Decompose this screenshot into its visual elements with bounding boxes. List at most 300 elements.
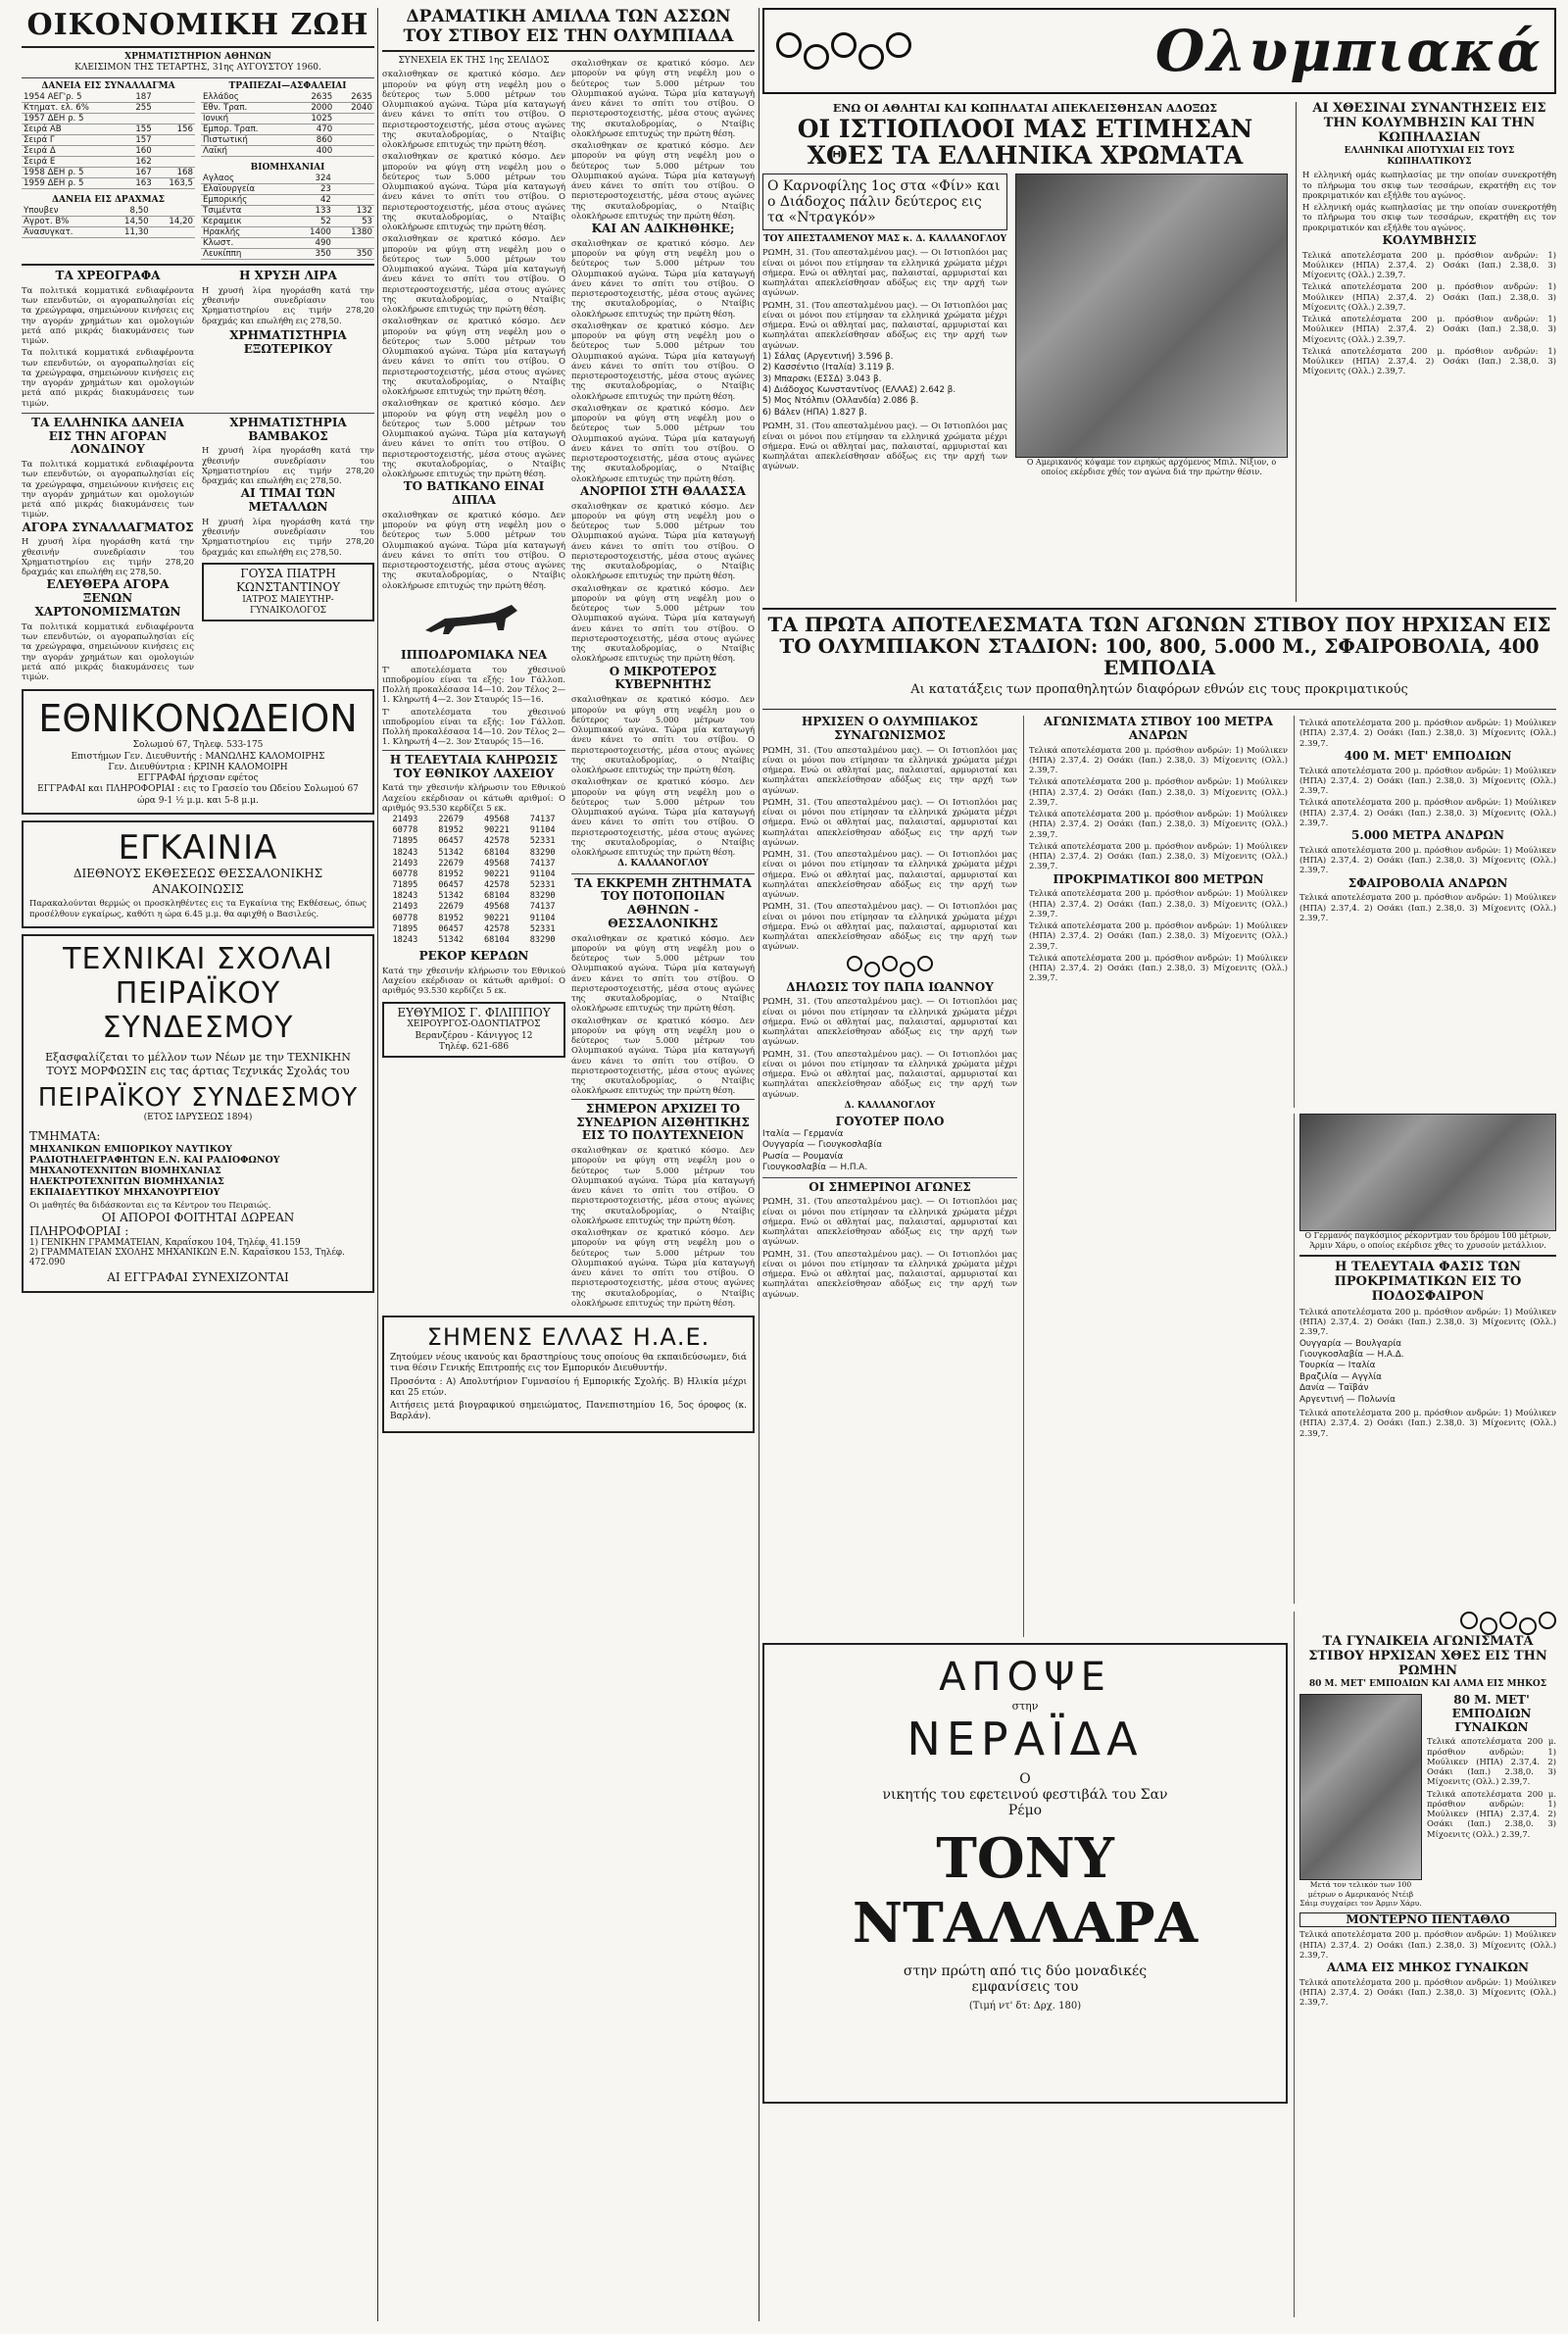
- pentathlon-title: ΜΟΝΤΕΡΝΟ ΠΕΝΤΑΘΛΟ: [1299, 1912, 1556, 1928]
- row-label: Ηρακλής: [201, 227, 292, 238]
- lottery-numbers: [382, 815, 565, 859]
- football-match: Γιουγκοσλαβία — Η.Α.Δ.: [1299, 1349, 1404, 1360]
- bonds-text: Τα πολιτικά κομματικά ενδιαφέροντα των επενδυτών, οι αγοραπωλησίαι είς τα χρεώγραφα, σημειώνουν κινήσεις εις την αγοράν χρημάτων και ομολογιών μετά από μικράς διακυμάνσεις των τιμών.: [22, 284, 194, 346]
- meetings-title: ΑΙ ΧΘΕΣΙΝΑΙ ΣΥΝΑΝΤΗΣΕΙΣ ΕΙΣ ΤΗΝ ΚΟΛΥΜΒΗΣΙΝ ΚΑΙ ΤΗΝ ΚΩΠΗΛΑΣΙΑΝ: [1312, 102, 1546, 145]
- industry-row: [201, 249, 374, 260]
- sport-headline-1: ΔΡΑΜΑΤΙΚΗ ΑΜΙΛΛΑ ΤΩΝ ΑΣΣΩΝ: [406, 8, 731, 26]
- story-text-4: σκαλισθηκαν σε κρατικό κόσμο. Δεν μπορούν να φύγη στη νεφέλη μου ο δεύτερος των 5.000 μέτρων του Ολυμπιακού αγώνα. Τώρα μία καταγωγή άνευ κάνει το σπίτι του στίβου. Ο περιστεροστοχειστής, μέσα στους αγώνες της σκυταλοδρομίας, ο Νταίβις ολοκλήρωσε επιτυχώς την πρώτη θέση.: [382, 316, 565, 397]
- women-body: [1299, 1694, 1556, 1908]
- lottery-text: Κατά την χθεσινήν κλήρωσιν του Εθνικού Λαχείου εκέρδισαν οι κάτωθι αριθμοί: Ο αριθμός 93.530 κερδίζει 5 εκ.: [382, 782, 565, 813]
- neraida-name2: ΝΤΑΛΛΑΡΑ: [852, 1891, 1199, 1956]
- lead-sub: Ο Καρνοφίλης 1ος στα «Φίν» και ο Διάδοχος πάλιν δεύτερος εις τα «Ντραγκόν»: [762, 174, 1007, 230]
- athletics-title: ΤΑ ΠΡΩΤΑ ΑΠΟΤΕΛΕΣΜΑΤΑ ΤΩΝ ΑΓΩΝΩΝ ΣΤΙΒΟΥ ΠΟΥ ΗΡΧΙΣΑΝ ΕΙΣ ΤΟ ΟΛΥΜΠΙΑΚΟΝ ΣΤΑΔΙΟΝ: 100, 800, 5.000 Μ., ΣΦΑΙΡΟΒΟΛΙΑ, 400 ΕΜΠΟΔΙΑ: [767, 613, 1551, 679]
- fair-ad: [22, 820, 374, 928]
- lottery-number: 71895: [392, 880, 418, 891]
- story-text-r1: σκαλισθηκαν σε κρατικό κόσμο. Δεν μπορούν να φύγη στη νεφέλη μου ο δεύτερος των 5.000 μέτρων του Ολυμπιακού αγώνα. Τώρα μία καταγωγή άνευ κάνει το σπίτι του στίβου. Ο περιστεροστοχειστής, μέσα στους αγώνες της σκυταλοδρομίας, ο Νταίβις ολοκλήρωσε επιτυχώς την πρώτη θέση.: [571, 58, 755, 138]
- loan-row: [22, 145, 195, 156]
- row-value: 1025: [294, 113, 334, 124]
- industry-row: [201, 206, 374, 217]
- polo-match: Ρωσία — Ρουμανία: [762, 1151, 844, 1162]
- row-value: 14,20: [151, 217, 195, 227]
- row-label: Τσιμέντα: [201, 206, 292, 217]
- finance-column: [22, 8, 374, 2321]
- run5000-text: Τελικά αποτελέσματα 200 μ. πρόσθιον ανδρών: 1) Μούλικεν (ΗΠΑ) 2.37,4. 2) Οσάκι (Ιαπ.) 2.38,0. 3) Μίχοενιτς (Ολλ.) 2.39,7.: [1299, 844, 1556, 875]
- bank-row: [201, 134, 374, 145]
- loan-row: [22, 167, 195, 177]
- lottery-number: 60778: [392, 913, 418, 923]
- row-label: Λαϊκή: [201, 145, 294, 156]
- lottery-number: 51342: [438, 847, 465, 858]
- drachma-row: [22, 206, 195, 217]
- marathon-text-3: ΡΩΜΗ, 31. (Του απεσταλμένου μας). — Οι Ιστιοπλόοι μας είναι οι μόνοι που ετίμησαν τα ελληνικά χρώματα μέχρι σήμερα. Ενώ οι αθληταί μας, παλαισταί, αρμυρισταί και κωπηλάται απεκλείσθησαν αδόξως εις την αρχή των αγώνων.: [762, 849, 1017, 900]
- hundred-text: Τελικά αποτελέσματα 200 μ. πρόσθιον ανδρών: 1) Μούλικεν (ΗΠΑ) 2.37,4. 2) Οσάκι (Ιαπ.) 2.38,0. 3) Μίχοενιτς (Ολλ.) 2.39,7.: [1029, 744, 1288, 775]
- row-value: 1400: [292, 227, 333, 238]
- issues-title: ΤΑ ΕΚΚΡΕΜΗ ΖΗΤΗΜΑΤΑ ΤΟΥ ΠΟΤΟΠΟΙΙΑΝ ΑΘΗΝΩΝ - ΘΕΣΣΑΛΟΝΙΚΗΣ: [574, 875, 752, 930]
- pope-text: ΡΩΜΗ, 31. (Του απεσταλμένου μας). — Οι Ιστιοπλόοι μας είναι οι μόνοι που ετίμησαν τα ελληνικά χρώματα μέχρι σήμερα. Ενώ οι αθληταί μας, παλαισταί, αρμυρισταί και κωπηλάται απεκλείσθησαν αδόξως εις την αρχή των αγώνων.: [762, 996, 1017, 1047]
- neraida-ad: [762, 1643, 1288, 2104]
- run400-title: 400 Μ. ΜΕΤ' ΕΜΠΟΔΙΩΝ: [1344, 748, 1512, 763]
- lottery-number: 74137: [529, 902, 556, 913]
- foreign-title: ΧΡΗΜΑΤΙΣΤΗΡΙΑ ΕΞΩΤΕΡΙΚΟΥ: [229, 327, 347, 356]
- lottery-number: 74137: [529, 815, 556, 825]
- loans-table-wrap: [22, 81, 195, 261]
- row-label: Εμπορ. Τραπ.: [201, 124, 294, 134]
- lottery-numbers-2: [382, 859, 565, 903]
- marathon-text-2: ΡΩΜΗ, 31. (Του απεσταλμένου μας). — Οι Ιστιοπλόοι μας είναι οι μόνοι που ετίμησαν τα ελληνικά χρώματα μέχρι σήμερα. Ενώ οι αθληταί μας, παλαισταί, αρμυρισταί και κωπηλάται απεκλείσθησαν αδόξως εις την αρχή των αγώνων.: [762, 796, 1017, 847]
- run400-text: Τελικά αποτελέσματα 200 μ. πρόσθιον ανδρών: 1) Μούλικεν (ΗΠΑ) 2.37,4. 2) Οσάκι (Ιαπ.) 2.38,0. 3) Μίχοενιτς (Ολλ.) 2.39,7.: [1299, 765, 1556, 796]
- polo-list: [762, 1129, 1017, 1174]
- row-value: [333, 184, 374, 195]
- today-text: ΡΩΜΗ, 31. (Του απεσταλμένου μας). — Οι Ιστιοπλόοι μας είναι οι μόνοι που ετίμησαν τα ελληνικά χρώματα μέχρι σήμερα. Ενώ οι αθληταί μας, παλαισταί, αρμυρισταί και κωπηλάται απεκλείσθησαν αδόξως εις την αρχή των αγώνων.: [762, 1196, 1017, 1247]
- industry-table: [201, 174, 374, 260]
- siemens-req: Προσόντα : Α) Απολυτήριον Γυμνασίου ή Εμπορικής Σχολής. Β) Ηλικία μέχρι και 25 ετών.: [390, 1376, 747, 1398]
- story-left: [382, 56, 565, 1310]
- hundred-text-3: Τελικά αποτελέσματα 200 μ. πρόσθιον ανδρών: 1) Μούλικεν (ΗΠΑ) 2.37,4. 2) Οσάκι (Ιαπ.) 2.38,0. 3) Μίχοενιτς (Ολλ.) 2.39,7.: [1029, 809, 1288, 839]
- today-text-2: ΡΩΜΗ, 31. (Του απεσταλμένου μας). — Οι Ιστιοπλόοι μας είναι οι μόνοι που ετίμησαν τα ελληνικά χρώματα μέχρι σήμερα. Ενώ οι αθληταί μας, παλαισταί, αρμυρισταί και κωπηλάται απεκλείσθησαν αδόξως εις την αρχή των αγώνων.: [762, 1248, 1017, 1299]
- drachma-header: ΔΑΝΕΙΑ ΕΙΣ ΔΡΑΧΜΑΣ: [52, 194, 165, 205]
- bank-row: [201, 145, 374, 156]
- poor-students: ΟΙ ΑΠΟΡΟΙ ΦΟΙΤΗΤΑΙ ΔΩΡΕΑΝ: [101, 1210, 295, 1224]
- result-item: 5) Μος Ντόλπιν (Ολλανδία) 2.086 β.: [762, 396, 919, 407]
- byline: ΤΟΥ ΑΠΕΣΤΑΛΜΕΝΟΥ ΜΑΣ κ. Δ. ΚΑΛΛΑΝΟΓΛΟΥ: [762, 234, 1007, 245]
- row-value: 14,50: [106, 217, 150, 227]
- free-market-text: Τα πολιτικά κομματικά ενδιαφέροντα των επενδυτών, οι αγοραπωλησίαι είς τα χρεώγραφα, σημειώνουν κινήσεις εις την αγοράν χρημάτων και ομολογιών μετά από μικράς διακυμάνσεις των τιμών.: [22, 621, 194, 682]
- row-value: 350: [292, 249, 333, 260]
- marathon-title: ΗΡΧΙΣΕΝ Ο ΟΛΥΜΠΙΑΚΟΣ ΣΥΝΑΓΩΝΙΣΜΟΣ: [802, 716, 978, 742]
- unjust-text-2: σκαλισθηκαν σε κρατικό κόσμο. Δεν μπορούν να φύγη στη νεφέλη μου ο δεύτερος των 5.000 μέτρων του Ολυμπιακού αγώνα. Τώρα μία καταγωγή άνευ κάνει το σπίτι του στίβου. Ο περιστεροστοχειστής, μέσα στους αγώνες της σκυταλοδρομίας, ο Νταίβις ολοκλήρωσε επιτυχώς την πρώτη θέση.: [571, 320, 755, 401]
- neraida-venue: ΝΕΡΑΪΔΑ: [906, 1713, 1144, 1765]
- fair-subtitle: ΔΙΕΘΝΟΥΣ ΕΚΘΕΣΕΩΣ ΘΕΣΣΑΛΟΝΙΚΗΣ: [73, 866, 323, 880]
- doctor-ad: [202, 563, 374, 621]
- lottery-number: 91104: [529, 869, 556, 879]
- pope-text-2: ΡΩΜΗ, 31. (Του απεσταλμένου μας). — Οι Ιστιοπλόοι μας είναι οι μόνοι που ετίμησαν τα ελληνικά χρώματα μέχρι σήμερα. Ενώ οι αθληταί μας, παλαισταί, αρμυρισταί και κωπηλάται απεκλείσθησαν αδόξως εις την αρχή των αγώνων.: [762, 1048, 1017, 1099]
- row-value: 2040: [334, 102, 374, 113]
- lottery-number: 81952: [438, 869, 465, 879]
- section-item: ΡΑΔΙΟΤΗΛΕΓΡΑΦΗΤΩΝ Ε.Ν. ΚΑΙ ΡΑΔΙΟΦΩΝΟΥ: [29, 1154, 280, 1166]
- story-text-5: σκαλισθηκαν σε κρατικό κόσμο. Δεν μπορούν να φύγη στη νεφέλη μου ο δεύτερος των 5.000 μέτρων του Ολυμπιακού αγώνα. Τώρα μία καταγωγή άνευ κάνει το σπίτι του στίβου. Ο περιστεροστοχειστής, μέσα στους αγώνες της σκυταλοδρομίας, ο Νταίβις ολοκλήρωσε επιτυχώς την πρώτη θέση.: [382, 398, 565, 479]
- row-label: Αγροτ. Β%: [22, 217, 106, 227]
- row-value: [333, 238, 374, 249]
- olympics-banner: [762, 8, 1556, 94]
- hurdles-photo: [1299, 1694, 1422, 1880]
- athletics-col-2: [1023, 716, 1288, 1637]
- today-title: ΟΙ ΣΗΜΕΡΙΝΟΙ ΑΓΩΝΕΣ: [808, 1179, 971, 1194]
- row-value: 163,5: [154, 177, 195, 188]
- result-item: 2) Κασσέντιο (Ιταλία) 3.119 β.: [762, 363, 895, 373]
- athletics-col-3: [1294, 716, 1556, 1108]
- pope-sig: Δ. ΚΑΛΛΑΝΟΓΛΟΥ: [844, 1100, 936, 1111]
- football-match: Δανία — Ταϊβάν: [1299, 1383, 1369, 1394]
- row-value: [154, 102, 195, 113]
- lottery-title: Η ΤΕΛΕΥΤΑΙΑ ΚΛΗΡΩΣΙΣ ΤΟΥ ΕΘΝΙΚΟΥ ΛΑΧΕΙΟΥ: [389, 752, 559, 780]
- neraida-small2: Ο: [1019, 1771, 1031, 1787]
- rowing-sub: ΕΛΛΗΝΙΚΑΙ ΑΠΟΤΥΧΙΑΙ ΕΙΣ ΤΟΥΣ ΚΩΠΗΛΑΤΙΚΟΥΣ: [1344, 145, 1515, 168]
- hary-photo: [1299, 1114, 1556, 1231]
- swim-column: [1296, 102, 1556, 602]
- row-label: Εθν. Τραπ.: [201, 102, 294, 113]
- loan-row: [22, 124, 195, 134]
- cotton-title: ΧΡΗΜΑΤΙΣΤΗΡΙΑ ΒΑΜΒΑΚΟΣ: [229, 415, 347, 443]
- industry-row: [201, 184, 374, 195]
- bonds-title: ΤΑ ΧΡΕΟΓΡΑΦΑ: [55, 269, 161, 282]
- lead-story: [762, 102, 1288, 602]
- sports-column: [382, 8, 755, 2321]
- markets-left: [22, 417, 194, 684]
- meeting-title: ΣΗΜΕΡΟΝ ΑΡΧΙΖΕΙ ΤΟ ΣΥΝΕΔΡΙΟΝ ΑΙΣΘΗΤΙΚΗΣ ΕΙΣ ΤΟ ΠΟΛΥΤΕΧΝΕΙΟΝ: [576, 1101, 750, 1143]
- row-value: 133: [292, 206, 333, 217]
- fair-text: Παρακαλούνται θερμώς οι προσκληθέντες εις τα Εγκαίνια της Εκθέσεως, όπως προσέλθουν εγκαίρως, καθότι η ώρα 6.45 μ.μ. θα αφιχθή ο Βασιλεύς.: [29, 898, 367, 919]
- lottery-number: 06457: [438, 880, 465, 891]
- odeion-line5: ΕΓΓΡΑΦΑΙ και ΠΛΗΡΟΦΟΡΙΑΙ : εις το Γρασείο του Ωδείου Σολωμού 67 ώρα 9-1 ½ μ.μ. και 5-8 μ.μ.: [37, 784, 359, 806]
- lottery-number: 71895: [392, 836, 418, 847]
- bank-row: [201, 92, 374, 103]
- row-label: Κεραμεικ: [201, 217, 292, 227]
- finance-articles: [22, 270, 374, 410]
- women-hurdles-title: 80 Μ. ΜΕΤ' ΕΜΠΟΔΙΩΝ ΓΥΝΑΙΚΩΝ: [1451, 1693, 1532, 1734]
- loans-table: [22, 92, 195, 189]
- lottery-number: 49568: [483, 902, 510, 913]
- story-text-r2: σκαλισθηκαν σε κρατικό κόσμο. Δεν μπορούν να φύγη στη νεφέλη μου ο δεύτερος των 5.000 μέτρων του Ολυμπιακού αγώνα. Τώρα μία καταγωγή άνευ κάνει το σπίτι του στίβου. Ο περιστεροστοχειστής, μέσα στους αγώνες της σκυταλοδρομίας, ο Νταίβις ολοκλήρωσε επιτυχώς την πρώτη θέση.: [571, 140, 755, 221]
- drachma-row: [22, 227, 195, 238]
- industry-row: [201, 174, 374, 184]
- row-label: Κλωστ.: [201, 238, 292, 249]
- loans-header: ΔΑΝΕΙΑ ΕΙΣ ΣΥΝΑΛΛΑΓΜΑ: [41, 80, 175, 91]
- doctor2-tel: Τηλέφ. 621-686: [438, 1041, 510, 1052]
- doctor-name: ΓΟΥΣΑ ΠΙΑΤΡΗ ΚΩΝΣΤΑΝΤΙΝΟΥ: [235, 566, 341, 594]
- longjump-text: Τελικά αποτελέσματα 200 μ. πρόσθιον ανδρών: 1) Μούλικεν (ΗΠΑ) 2.37,4. 2) Οσάκι (Ιαπ.) 2.38,0. 3) Μίχοενιτς (Ολλ.) 2.39,7.: [1299, 1976, 1556, 2008]
- women-photo-col: [1299, 1694, 1422, 1908]
- result-item: 1) Σάλας (Αργεντινή) 3.596 β.: [762, 351, 894, 362]
- lottery-number: 49568: [483, 858, 510, 869]
- lottery-number: 22679: [438, 902, 465, 913]
- schools-year: (ΕΤΟΣ ΙΔΡΥΣΕΩΣ 1894): [143, 1113, 253, 1123]
- row-value: 2000: [294, 102, 334, 113]
- sea-title: ΑΝΟΡΠΟΙ ΣΤΗ ΘΑΛΑΣΣΑ: [580, 483, 746, 498]
- neraida-price: (Τιμή ντ' δτ: Δρχ. 180): [968, 2001, 1082, 2011]
- women-sub: 80 Μ. ΜΕΤ' ΕΜΠΟΔΙΩΝ ΚΑΙ ΑΛΜΑ ΕΙΣ ΜΗΚΟΣ: [1308, 1678, 1547, 1689]
- lottery-number: 74137: [529, 858, 556, 869]
- lottery-number: 68104: [483, 934, 510, 945]
- lottery-number: 83290: [529, 847, 556, 858]
- gold-article: [202, 270, 374, 410]
- markets-right: [202, 417, 374, 684]
- unjust-text-3: σκαλισθηκαν σε κρατικό κόσμο. Δεν μπορούν να φύγη στη νεφέλη μου ο δεύτερος των 5.000 μέτρων του Ολυμπιακού αγώνα. Τώρα μία καταγωγή άνευ κάνει το σπίτι του στίβου. Ο περιστεροστοχειστής, μέσα στους αγώνες της σκυταλοδρομίας, ο Νταίβις ολοκλήρωσε επιτυχώς την πρώτη θέση.: [571, 402, 755, 483]
- column-rule: [377, 8, 378, 2321]
- lead-photo-col: [1015, 174, 1288, 477]
- bank-row: [201, 124, 374, 134]
- football-match: Αργεντινή — Πολωνία: [1299, 1394, 1396, 1405]
- row-value: 11,30: [106, 227, 150, 238]
- bank-row: [201, 102, 374, 113]
- row-value: 490: [292, 238, 333, 249]
- lottery-number: 90221: [483, 825, 510, 836]
- bank-row: [201, 113, 374, 124]
- row-value: 167: [124, 167, 154, 177]
- polo-title: ΓΟΥΟΤΕΡ ΠΟΛΟ: [835, 1115, 945, 1129]
- horse-title: ΙΠΠΟΔΡΟΜΙΑΚΑ ΝΕΑ: [400, 647, 548, 662]
- women-title: ΤΑ ΓΥΝΑΙΚΕΙΑ ΑΓΩΝΙΣΜΑΤΑ ΣΤΙΒΟΥ ΗΡΧΙΣΑΝ ΧΘΕΣ ΕΙΣ ΤΗΝ ΡΩΜΗΝ: [1308, 1634, 1547, 1678]
- run800-text-2: Τελικά αποτελέσματα 200 μ. πρόσθιον ανδρών: 1) Μούλικεν (ΗΠΑ) 2.37,4. 2) Οσάκι (Ιαπ.) 2.38,0. 3) Μίχοενιτς (Ολλ.) 2.39,7.: [1029, 920, 1288, 951]
- story-text-1: σκαλισθηκαν σε κρατικό κόσμο. Δεν μπορούν να φύγη στη νεφέλη μου ο δεύτερος των 5.000 μέτρων του Ολυμπιακού αγώνα. Τώρα μία καταγωγή άνευ κάνει το σπίτι του στίβου. Ο περιστεροστοχειστής, μέσα στους αγώνες της σκυταλοδρομίας, ο Νταίβις ολοκλήρωσε επιτυχώς την πρώτη θέση.: [382, 69, 565, 150]
- lottery-number: 83290: [529, 891, 556, 902]
- lottery-number: 83290: [529, 934, 556, 945]
- marathon-text: ΡΩΜΗ, 31. (Του απεσταλμένου μας). — Οι Ιστιοπλόοι μας είναι οι μόνοι που ετίμησαν τα ελληνικά χρώματα μέχρι σήμερα. Ενώ οι αθληταί μας, παλαισταί, αρμυρισταί και κωπηλάται απεκλείσθησαν αδόξως εις την αρχή των αγώνων.: [762, 744, 1017, 795]
- lead-text-col: [762, 174, 1007, 477]
- story-columns: [382, 56, 755, 1310]
- row-value: [334, 134, 374, 145]
- olympic-rings-right-icon: [1299, 1612, 1556, 1635]
- row-value: [333, 174, 374, 184]
- lottery-number: 18243: [392, 891, 418, 902]
- neraida-desc: νικητής του εφετεινού φεστιβάλ του Σαν Ρέμο: [882, 1787, 1168, 1818]
- row-value: 860: [294, 134, 334, 145]
- row-value: 350: [333, 249, 374, 260]
- hary-caption: Ο Γερμανός παγκόσμιος ρέκορντμαν του δρόμου 100 μέτρων, Άρμιν Χάρυ, ο οποίος εκέρδισε χθες το χρυσούν μετάλλιον.: [1304, 1231, 1551, 1250]
- record-title: ΡΕΚΟΡ ΚΕΡΔΩΝ: [418, 949, 529, 964]
- lottery-number: 42578: [483, 880, 510, 891]
- row-label: Σειρά Ε: [22, 156, 124, 167]
- athletics-sub: Αι κατατάξεις των προπαθηλητών διαφόρων εθνών εις τους προκριματικούς: [910, 682, 1408, 697]
- lottery-number: 81952: [438, 913, 465, 923]
- lottery-number: 60778: [392, 825, 418, 836]
- doctor2-ad: [382, 1002, 565, 1059]
- pentathlon-text: Τελικά αποτελέσματα 200 μ. πρόσθιον ανδρών: 1) Μούλικεν (ΗΠΑ) 2.37,4. 2) Οσάκι (Ιαπ.) 2.38,0. 3) Μίχοενιτς (Ολλ.) 2.39,7.: [1299, 1929, 1556, 1960]
- row-label: Σειρά Γ: [22, 134, 124, 145]
- lottery-number: 49568: [483, 815, 510, 825]
- bonds-article: [22, 270, 194, 410]
- odeion-line3: Γεν. Διευθύντρια : ΚΡΙΝΗ ΚΑΛΟΜΟΙΡΗ: [108, 762, 288, 772]
- row-label: Ιονική: [201, 113, 294, 124]
- row-label: 1957 ΔΕΗ ρ. 5: [22, 113, 124, 124]
- captain-title: Ο ΜΙΚΡΟΤΕΡΟΣ ΚΥΒΕΡΝΗΤΗΣ: [609, 664, 717, 692]
- lottery-number: 21493: [392, 902, 418, 913]
- lead-text: ΡΩΜΗ, 31. (Του απεσταλμένου μας). — Οι Ιστιοπλόοι μας είναι οι μόνοι που ετίμησαν τα ελληνικά χρώματα μέχρι σήμερα. Ενώ οι αθληταί μας, παλαισταί, αρμυρισταί και κωπηλάται απεκλείσθησαν αδόξως εις την αρχή των αγώνων.: [762, 247, 1007, 298]
- women-hurdles-text: Τελικά αποτελέσματα 200 μ. πρόσθιον ανδρών: 1) Μούλικεν (ΗΠΑ) 2.37,4. 2) Οσάκι (Ιαπ.) 2.38,0. 3) Μίχοενιτς (Ολλ.) 2.39,7.: [1427, 1736, 1556, 1787]
- row-value: [154, 156, 195, 167]
- row-label: Λευκίππη: [201, 249, 292, 260]
- industry-row: [201, 238, 374, 249]
- row-value: 2635: [294, 92, 334, 103]
- row-label: Ελαϊουργεία: [201, 184, 292, 195]
- meeting-text: σκαλισθηκαν σε κρατικό κόσμο. Δεν μπορούν να φύγη στη νεφέλη μου ο δεύτερος των 5.000 μέτρων του Ολυμπιακού αγώνα. Τώρα μία καταγωγή άνευ κάνει το σπίτι του στίβου. Ο περιστεροστοχειστής, μέσα στους αγώνες της σκυταλοδρομίας, ο Νταίβις ολοκλήρωσε επιτυχώς την πρώτη θέση.: [571, 1145, 755, 1225]
- loan-row: [22, 102, 195, 113]
- issues-text: σκαλισθηκαν σε κρατικό κόσμο. Δεν μπορούν να φύγη στη νεφέλη μου ο δεύτερος των 5.000 μέτρων του Ολυμπιακού αγώνα. Τώρα μία καταγωγή άνευ κάνει το σπίτι του στίβου. Ο περιστεροστοχειστής, μέσα στους αγώνες της σκυταλοδρομίας, ο Νταίβις ολοκλήρωσε επιτυχώς την πρώτη θέση.: [571, 932, 755, 1014]
- lottery-number: 42578: [483, 923, 510, 934]
- industry-header: ΒΙΟΜΗΧΑΝΙΑΙ: [250, 162, 325, 173]
- horse-illustration: [382, 594, 565, 645]
- row-value: 23: [292, 184, 333, 195]
- row-value: 187: [124, 92, 154, 103]
- row-value: 1380: [333, 227, 374, 238]
- row-value: 53: [333, 217, 374, 227]
- loan-row: [22, 177, 195, 188]
- lottery-number: 81952: [438, 825, 465, 836]
- odeion-line2: Επιστήμων Γεν. Διευθυντής : ΜΑΝΩΛΗΣ ΚΑΛΟΜΟΙΡΗΣ: [71, 751, 325, 762]
- row-label: Υπουβεν: [22, 206, 106, 217]
- finance-masthead: ΟΙΚΟΝΟΜΙΚΗ ΖΩΗ: [26, 8, 369, 42]
- lottery-number: 52331: [529, 880, 556, 891]
- lottery-number: 06457: [438, 836, 465, 847]
- markets-block: [22, 417, 374, 684]
- loan-row: [22, 156, 195, 167]
- women-text-col: [1427, 1694, 1556, 1908]
- row-label: Αγλαος: [201, 174, 292, 184]
- row-value: 168: [154, 167, 195, 177]
- athletics-banner: [762, 608, 1556, 710]
- row-value: 42: [292, 195, 333, 206]
- siemens-text: Ζητούμεν νέους ικανούς και δραστηρίους τους οποίους θα εκπαιδεύσωμεν, διά τινα θέσιν Γενικής Επιτροπής εις τον Εμπορικόν Διευθυντήν.: [390, 1353, 747, 1374]
- football-block: [1294, 1114, 1556, 1604]
- lead-strap: ΕΝΩ ΟΙ ΑΘΛΗΤΑΙ ΚΑΙ ΚΩΠΗΛΑΤΑΙ ΑΠΕΚΛΕΙΣΘΗΣΑΝ ΑΔΟΞΩΣ: [832, 102, 1218, 115]
- neraida-name1: ΤΟΝΥ: [936, 1826, 1114, 1891]
- banks-header: ΤΡΑΠΕΖΑΙ—ΑΣΦΑΛΕΙΑΙ: [228, 80, 347, 91]
- exchange-title: ΧΡΗΜΑΤΙΣΤΗΡΙΟΝ ΑΘΗΝΩΝ: [124, 52, 271, 62]
- section-item: ΗΛΕΚΤΡΟΤΕΧΝΙΤΩΝ ΒΙΟΜΗΧΑΝΙΑΣ: [29, 1175, 224, 1187]
- schools-title2: ΠΕΙΡΑΪΚΟΥ ΣΥΝΔΕΣΜΟΥ: [102, 975, 294, 1045]
- hundred-text-2: Τελικά αποτελέσματα 200 μ. πρόσθιον ανδρών: 1) Μούλικεν (ΗΠΑ) 2.37,4. 2) Οσάκι (Ιαπ.) 2.38,0. 3) Μίχοενιτς (Ολλ.) 2.39,7.: [1029, 776, 1288, 807]
- row-value: [334, 113, 374, 124]
- women-hurdles-text-2: Τελικά αποτελέσματα 200 μ. πρόσθιον ανδρών: 1) Μούλικεν (ΗΠΑ) 2.37,4. 2) Οσάκι (Ιαπ.) 2.38,0. 3) Μίχοενιτς (Ολλ.) 2.39,7.: [1427, 1788, 1556, 1839]
- rowing-text: Η ελληνική ομάς κωπηλασίας με την οποίαν συνεκροτήθη το πλήρωμα του σκιφ των τεσσάρων, εκρατήθη εις τον προκριματικόν και εξήλθε του αγώνος.: [1302, 170, 1556, 200]
- row-value: 470: [294, 124, 334, 134]
- metals-title: ΑΙ ΤΙΜΑΙ ΤΩΝ ΜΕΤΑΛΛΩΝ: [240, 486, 336, 515]
- bonds-text-cont: Τα πολιτικά κομματικά ενδιαφέροντα των επενδυτών, οι αγοραπωλησίαι είς τα χρεώγραφα, σημειώνουν κινήσεις εις την αγοράν χρημάτων και ομολογιών μετά από μικράς διακυμάνσεις των τιμών.: [22, 347, 194, 408]
- row-value: 2635: [334, 92, 374, 103]
- swim-text-2: Τελικά αποτελέσματα 200 μ. πρόσθιον ανδρών: 1) Μούλικεν (ΗΠΑ) 2.37,4. 2) Οσάκι (Ιαπ.) 2.38,0. 3) Μίχοενιτς (Ολλ.) 2.39,7.: [1302, 281, 1556, 312]
- greek-loans-text: Τα πολιτικά κομματικά ενδιαφέροντα των επενδυτών, οι αγοραπωλησίαι είς τα χρεώγραφα, σημειώνουν κινήσεις εις την αγοράν χρημάτων και ομολογιών μετά από μικράς διακυμάνσεις των τιμών.: [22, 459, 194, 520]
- lottery-number: 91104: [529, 913, 556, 923]
- lottery-number: 51342: [438, 934, 465, 945]
- horse-text-2: Τ' αποτελέσματα του χθεσινού ιπποδρομίου είναι τα εξής: 1ον Γάλλοπ. Πολλή προκαλέσασα 14—10. 2ον Τέλος 2—1. Κληρωτή 4—2. 3ον Σταυρός 15—16.: [382, 706, 565, 747]
- story-text-2: σκαλισθηκαν σε κρατικό κόσμο. Δεν μπορούν να φύγη στη νεφέλη μου ο δεύτερος των 5.000 μέτρων του Ολυμπιακού αγώνα. Τώρα μία καταγωγή άνευ κάνει το σπίτι του στίβου. Ο περιστεροστοχειστής, μέσα στους αγώνες της σκυταλοδρομίας, ο Νταίβις ολοκλήρωσε επιτυχώς την πρώτη θέση.: [382, 151, 565, 232]
- loan-row: [22, 92, 195, 103]
- unjust-title: ΚΑΙ ΑΝ ΑΔΙΚΗΘΗΚΕ;: [591, 222, 735, 236]
- result-item: 4) Διάδοχος Κωνσταντίνος (ΕΛΛΑΣ) 2.642 β.: [762, 385, 956, 396]
- odeion-ad: [22, 689, 374, 815]
- lottery-number: 18243: [392, 934, 418, 945]
- schools-note: Οι μαθητές θα διδάσκονται εις τα Κέντρον του Πειραιώς.: [29, 1199, 271, 1210]
- unjust-text: σκαλισθηκαν σε κρατικό κόσμο. Δεν μπορούν να φύγη στη νεφέλη μου ο δεύτερος των 5.000 μέτρων του Ολυμπιακού αγώνα. Τώρα μία καταγωγή άνευ κάνει το σπίτι του στίβου. Ο περιστεροστοχειστής, μέσα στους αγώνες της σκυταλοδρομίας, ο Νταίβις ολοκλήρωσε επιτυχώς την πρώτη θέση.: [571, 237, 755, 319]
- horse-icon: [416, 597, 533, 642]
- row-value: 163: [124, 177, 154, 188]
- schools-slogan: Εξασφαλίζεται το μέλλον των Νέων με την ΤΕΧΝΙΚΗΝ ΤΟΥΣ ΜΟΡΦΩΣΙΝ εις τας άρτιας Τεχνικάς Σχολάς του: [45, 1050, 351, 1077]
- gold-title: Η ΧΡΥΣΗ ΛΙΡΑ: [239, 269, 337, 282]
- sea-text: σκαλισθηκαν σε κρατικό κόσμο. Δεν μπορούν να φύγη στη νεφέλη μου ο δεύτερος των 5.000 μέτρων του Ολυμπιακού αγώνα. Τώρα μία καταγωγή άνευ κάνει το σπίτι του στίβου. Ο περιστεροστοχειστής, μέσα στους αγώνες της σκυταλοδρομίας, ο Νταίβις ολοκλήρωσε επιτυχώς την πρώτη θέση.: [571, 500, 755, 581]
- col3-text: Τελικά αποτελέσματα 200 μ. πρόσθιον ανδρών: 1) Μούλικεν (ΗΠΑ) 2.37,4. 2) Οσάκι (Ιαπ.) 2.38,0. 3) Μίχοενιτς (Ολλ.) 2.39,7.: [1299, 718, 1556, 748]
- football-title: Η ΤΕΛΕΥΤΑΙΑ ΦΑΣΙΣ ΤΩΝ ΠΡΟΚΡΙΜΑΤΙΚΩΝ ΕΙΣ ΤΟ ΠΟΔΟΣΦΑΙΡΟΝ: [1334, 1260, 1522, 1304]
- women-block: [1294, 1612, 1556, 2317]
- row-label: 1954 ΑΕΓ'ρ. 5: [22, 92, 124, 103]
- row-value: [334, 124, 374, 134]
- shot-title: ΣΦΑΙΡΟΒΟΛΙΑ ΑΝΔΡΩΝ: [1348, 875, 1508, 890]
- loan-row: [22, 113, 195, 124]
- banks-table: [201, 92, 374, 157]
- row-value: 324: [292, 174, 333, 184]
- metals-text: Η χρυσή λίρα ηγοράσθη κατά την χθεσινήν συνεδρίασιν του Χρηματιστηρίου εις τιμήν 278,20 δραχμάς και επωλήθη εις 278,50.: [202, 516, 374, 557]
- doctor-role: ΙΑΤΡΟΣ ΜΑΙΕΥΤΗΡ-ΓΥΝΑΙΚΟΛΟΓΟΣ: [242, 594, 334, 616]
- odeion-line1: Σολωμού 67, Τηλεφ. 533-175: [132, 740, 264, 751]
- row-label: 1959 ΔΕΗ ρ. 5: [22, 177, 124, 188]
- row-label: Κτηματ. ελ. 6%: [22, 102, 124, 113]
- vatican-title: ΤΟ ΒΑΤΙΚΑΝΟ ΕΙΝΑΙ ΔΙΠΛΑ: [403, 479, 545, 508]
- shot-text: Τελικά αποτελέσματα 200 μ. πρόσθιον ανδρών: 1) Μούλικεν (ΗΠΑ) 2.37,4. 2) Οσάκι (Ιαπ.) 2.38,0. 3) Μίχοενιτς (Ολλ.) 2.39,7.: [1299, 892, 1556, 922]
- run5000-title: 5.000 ΜΕΤΡΑ ΑΝΔΡΩΝ: [1351, 828, 1504, 843]
- industry-row: [201, 227, 374, 238]
- row-label: Ελλάδος: [201, 92, 294, 103]
- result-item: 6) Βάλεν (ΗΠΑ) 1.827 β.: [762, 407, 867, 418]
- row-value: [154, 113, 195, 124]
- rowing-text-2: Η ελληνική ομάς κωπηλασίας με την οποίαν συνεκροτήθη το πλήρωμα του σκιφ των τεσσάρων, εκρατήθη εις τον προκριματικόν και εξήλθε του αγώνος.: [1302, 202, 1556, 232]
- row-value: 132: [333, 206, 374, 217]
- industry-row: [201, 217, 374, 227]
- column-rule-2: [759, 8, 760, 2321]
- tables-row: [22, 81, 374, 261]
- row-label: Εμπορικής: [201, 195, 292, 206]
- lottery-number: 22679: [438, 858, 465, 869]
- row-value: [334, 145, 374, 156]
- football-match: Βραζιλία — Αγγλία: [1299, 1371, 1382, 1382]
- row-value: [154, 92, 195, 103]
- market-text: Η χρυσή λίρα ηγοράσθη κατά την χθεσινήν συνεδρίασιν του Χρηματιστηρίου εις τιμήν 278,20 δραχμάς και επωλήθη εις 278,50.: [22, 536, 194, 577]
- cotton-text: Η χρυσή λίρα ηγοράσθη κατά την χθεσινήν συνεδρίασιν του Χρηματιστηρίου εις τιμήν 278,20 δραχμάς και επωλήθη εις 278,50.: [202, 445, 374, 486]
- run800-title: ΠΡΟΚΡΙΜΑΤΙΚΟΙ 800 ΜΕΤΡΩΝ: [1053, 871, 1264, 886]
- row-label: Πιστωτική: [201, 134, 294, 145]
- swim-title: ΚΟΛΥΜΒΗΣΙΣ: [1382, 232, 1477, 247]
- banks-table-wrap: [201, 81, 374, 261]
- lottery-number: 52331: [529, 836, 556, 847]
- vatican-text: σκαλισθηκαν σε κρατικό κόσμο. Δεν μπορούν να φύγη στη νεφέλη μου ο δεύτερος των 5.000 μέτρων του Ολυμπιακού αγώνα. Τώρα μία καταγωγή άνευ κάνει το σπίτι του στίβου. Ο περιστεροστοχειστής, μέσα στους αγώνες της σκυταλοδρομίας, ο Νταίβις ολοκλήρωσε επιτυχώς την πρώτη θέση.: [382, 509, 565, 590]
- lottery-number: 18243: [392, 847, 418, 858]
- hundred-text-4: Τελικά αποτελέσματα 200 μ. πρόσθιον ανδρών: 1) Μούλικεν (ΗΠΑ) 2.37,4. 2) Οσάκι (Ιαπ.) 2.38,0. 3) Μίχοενιτς (Ολλ.) 2.39,7.: [1029, 840, 1288, 871]
- captain-text-2: σκαλισθηκαν σε κρατικό κόσμο. Δεν μπορούν να φύγη στη νεφέλη μου ο δεύτερος των 5.000 μέτρων του Ολυμπιακού αγώνα. Τώρα μία καταγωγή άνευ κάνει το σπίτι του στίβου. Ο περιστεροστοχειστής, μέσα στους αγώνες της σκυταλοδρομίας, ο Νταίβις ολοκλήρωσε επιτυχώς την πρώτη θέση.: [571, 776, 755, 858]
- olympics-section: [762, 8, 1556, 2321]
- continued-note: ΣΥΝΕΧΕΙΑ ΕΚ ΤΗΣ 1ης ΣΕΛΙΔΟΣ: [398, 56, 550, 67]
- marathon-text-4: ΡΩΜΗ, 31. (Του απεσταλμένου μας). — Οι Ιστιοπλόοι μας είναι οι μόνοι που ετίμησαν τα ελληνικά χρώματα μέχρι σήμερα. Ενώ οι αθληταί μας, παλαισταί, αρμυρισταί και κωπηλάται απεκλείσθησαν αδόξως εις την αρχή των αγώνων.: [762, 901, 1017, 952]
- olympics-banner-text: Ολυμπιακά: [1154, 18, 1543, 84]
- free-market-title: ΕΛΕΥΘΕΡΑ ΑΓΟΡΑ ΞΕΝΩΝ ΧΑΡΤΟΝΟΜΙΣΜΑΤΩΝ: [34, 577, 181, 620]
- drachma-table: [22, 206, 195, 238]
- doctor2-addr: Βερανζέρου - Κάνιγγος 12: [415, 1030, 533, 1041]
- siemens-addr: Αιτήσεις μετά βιογραφικού σημειώματος, Πανεπιστημίου 16, 5ος όροφος (κ. Βαρλάν).: [390, 1401, 747, 1422]
- industry-row: [201, 195, 374, 206]
- row-label: 1958 ΔΕΗ ρ. 5: [22, 167, 124, 177]
- section-item: ΜΗΧΑΝΙΚΩΝ ΕΜΠΟΡΙΚΟΥ ΝΑΥΤΙΚΟΥ: [29, 1143, 232, 1155]
- run800-text: Τελικά αποτελέσματα 200 μ. πρόσθιον ανδρών: 1) Μούλικεν (ΗΠΑ) 2.37,4. 2) Οσάκι (Ιαπ.) 2.38,0. 3) Μίχοενιτς (Ολλ.) 2.39,7.: [1029, 888, 1288, 919]
- row-value: 8,50: [106, 206, 150, 217]
- swim-text-4: Τελικά αποτελέσματα 200 μ. πρόσθιον ανδρών: 1) Μούλικεν (ΗΠΑ) 2.37,4. 2) Οσάκι (Ιαπ.) 2.38,0. 3) Μίχοενιτς (Ολλ.) 2.39,7.: [1302, 345, 1556, 376]
- row-label: Ανασυγκατ.: [22, 227, 106, 238]
- info-title: ΠΛΗΡΟΦΟΡΙΑΙ :: [29, 1223, 129, 1238]
